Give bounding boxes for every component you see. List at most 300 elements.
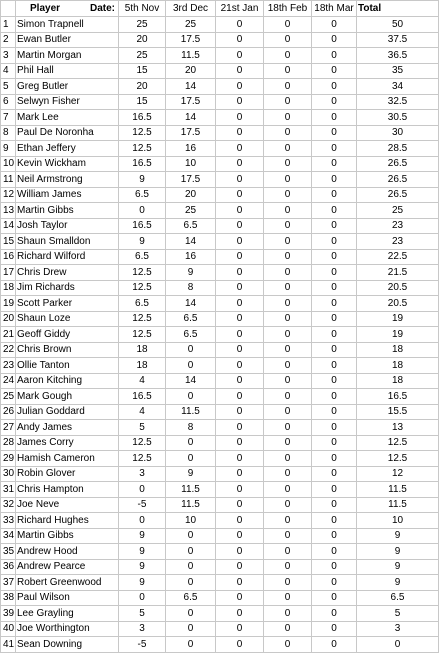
score-3rd-dec: 8: [166, 280, 216, 296]
score-3rd-dec: 6.5: [166, 327, 216, 343]
score-21st-jan: 0: [216, 590, 264, 606]
row-number: 13: [1, 203, 16, 219]
date-label: Date:: [89, 3, 115, 14]
score-3rd-dec: 17.5: [166, 94, 216, 110]
row-number: 38: [1, 590, 16, 606]
player-name: Lee Grayling: [16, 606, 119, 622]
score-18th-mar: 0: [312, 48, 357, 64]
table-row: [1, 435, 439, 451]
table-row: [1, 32, 439, 48]
total-score: 12.5: [357, 435, 439, 451]
player-name: Paul Wilson: [16, 590, 119, 606]
row-number: 41: [1, 637, 16, 653]
score-21st-jan: 0: [216, 79, 264, 95]
score-3rd-dec: 14: [166, 79, 216, 95]
total-score: 26.5: [357, 156, 439, 172]
score-18th-mar: 0: [312, 497, 357, 513]
row-number: 6: [1, 94, 16, 110]
score-3rd-dec: 6.5: [166, 590, 216, 606]
score-18th-mar: 0: [312, 296, 357, 312]
score-18th-mar: 0: [312, 466, 357, 482]
score-18th-feb: 0: [264, 17, 312, 33]
score-5th-nov: 9: [119, 575, 166, 591]
score-3rd-dec: 20: [166, 187, 216, 203]
player-name: Josh Taylor: [16, 218, 119, 234]
table-row: [1, 559, 439, 575]
table-row: [1, 389, 439, 405]
score-3rd-dec: 25: [166, 203, 216, 219]
table-row: [1, 94, 439, 110]
row-number: 24: [1, 373, 16, 389]
score-3rd-dec: 11.5: [166, 48, 216, 64]
score-21st-jan: 0: [216, 63, 264, 79]
total-score: 9: [357, 528, 439, 544]
score-3rd-dec: 25: [166, 17, 216, 33]
score-21st-jan: 0: [216, 606, 264, 622]
score-5th-nov: 16.5: [119, 110, 166, 126]
score-5th-nov: 20: [119, 79, 166, 95]
score-21st-jan: 0: [216, 265, 264, 281]
score-18th-feb: 0: [264, 389, 312, 405]
score-5th-nov: 4: [119, 373, 166, 389]
score-18th-feb: 0: [264, 94, 312, 110]
row-number: 25: [1, 389, 16, 405]
score-18th-mar: 0: [312, 482, 357, 498]
score-5th-nov: 5: [119, 420, 166, 436]
score-3rd-dec: 16: [166, 141, 216, 157]
score-21st-jan: 0: [216, 234, 264, 250]
score-18th-mar: 0: [312, 327, 357, 343]
score-5th-nov: 16.5: [119, 156, 166, 172]
score-5th-nov: 9: [119, 172, 166, 188]
score-21st-jan: 0: [216, 156, 264, 172]
score-18th-feb: 0: [264, 265, 312, 281]
table-row: [1, 528, 439, 544]
score-18th-feb: 0: [264, 172, 312, 188]
row-number: 27: [1, 420, 16, 436]
score-5th-nov: 12.5: [119, 451, 166, 467]
player-name: Martin Gibbs: [16, 528, 119, 544]
score-21st-jan: 0: [216, 513, 264, 529]
table-row: [1, 156, 439, 172]
score-18th-feb: 0: [264, 327, 312, 343]
date-col-4: 18th Feb: [264, 1, 312, 17]
player-name: Robin Glover: [16, 466, 119, 482]
score-5th-nov: 25: [119, 48, 166, 64]
score-18th-feb: 0: [264, 296, 312, 312]
score-21st-jan: 0: [216, 17, 264, 33]
score-3rd-dec: 0: [166, 528, 216, 544]
score-21st-jan: 0: [216, 203, 264, 219]
player-name: Richard Wilford: [16, 249, 119, 265]
score-3rd-dec: 0: [166, 559, 216, 575]
total-score: 22.5: [357, 249, 439, 265]
score-21st-jan: 0: [216, 125, 264, 141]
total-score: 13: [357, 420, 439, 436]
table-row: [1, 404, 439, 420]
total-score: 36.5: [357, 48, 439, 64]
score-21st-jan: 0: [216, 637, 264, 653]
score-5th-nov: 15: [119, 63, 166, 79]
score-5th-nov: 0: [119, 513, 166, 529]
score-18th-mar: 0: [312, 125, 357, 141]
table-row: [1, 637, 439, 653]
total-score: 11.5: [357, 497, 439, 513]
score-5th-nov: 20: [119, 32, 166, 48]
score-18th-mar: 0: [312, 606, 357, 622]
row-number: 39: [1, 606, 16, 622]
score-18th-mar: 0: [312, 280, 357, 296]
score-18th-feb: 0: [264, 482, 312, 498]
row-number: 30: [1, 466, 16, 482]
score-3rd-dec: 0: [166, 606, 216, 622]
table-row: [1, 544, 439, 560]
player-name: Geoff Giddy: [16, 327, 119, 343]
table-row: [1, 311, 439, 327]
total-score: 32.5: [357, 94, 439, 110]
row-number: 17: [1, 265, 16, 281]
score-5th-nov: 12.5: [119, 311, 166, 327]
score-21st-jan: 0: [216, 249, 264, 265]
score-18th-mar: 0: [312, 559, 357, 575]
score-18th-feb: 0: [264, 606, 312, 622]
total-score: 26.5: [357, 172, 439, 188]
player-name: Aaron Kitching: [16, 373, 119, 389]
score-18th-mar: 0: [312, 203, 357, 219]
score-18th-mar: 0: [312, 141, 357, 157]
score-5th-nov: 12.5: [119, 435, 166, 451]
player-name: Paul De Noronha: [16, 125, 119, 141]
total-score: 23: [357, 234, 439, 250]
table-row: [1, 280, 439, 296]
score-18th-mar: 0: [312, 528, 357, 544]
table-row: [1, 234, 439, 250]
score-3rd-dec: 10: [166, 513, 216, 529]
player-name: Martin Morgan: [16, 48, 119, 64]
score-18th-mar: 0: [312, 435, 357, 451]
row-number: 32: [1, 497, 16, 513]
player-name: Mark Gough: [16, 389, 119, 405]
player-name: Shaun Smalldon: [16, 234, 119, 250]
score-3rd-dec: 0: [166, 358, 216, 374]
player-name: Ollie Tanton: [16, 358, 119, 374]
score-21st-jan: 0: [216, 575, 264, 591]
score-18th-feb: 0: [264, 420, 312, 436]
score-5th-nov: 4: [119, 404, 166, 420]
score-18th-feb: 0: [264, 435, 312, 451]
score-18th-mar: 0: [312, 420, 357, 436]
score-21st-jan: 0: [216, 342, 264, 358]
table-row: [1, 265, 439, 281]
table-row: [1, 621, 439, 637]
table-row: [1, 606, 439, 622]
total-score: 25: [357, 203, 439, 219]
row-number: 15: [1, 234, 16, 250]
date-col-3: 21st Jan: [216, 1, 264, 17]
score-18th-feb: 0: [264, 451, 312, 467]
score-18th-feb: 0: [264, 187, 312, 203]
player-name: James Corry: [16, 435, 119, 451]
score-18th-mar: 0: [312, 234, 357, 250]
date-col-2: 3rd Dec: [166, 1, 216, 17]
score-21st-jan: 0: [216, 280, 264, 296]
player-name: Andrew Hood: [16, 544, 119, 560]
player-name: Mark Lee: [16, 110, 119, 126]
score-5th-nov: 12.5: [119, 265, 166, 281]
score-5th-nov: 5: [119, 606, 166, 622]
table-row: [1, 513, 439, 529]
score-18th-mar: 0: [312, 389, 357, 405]
player-name: Ewan Butler: [16, 32, 119, 48]
score-21st-jan: 0: [216, 389, 264, 405]
row-number: 37: [1, 575, 16, 591]
score-3rd-dec: 17.5: [166, 125, 216, 141]
total-score: 19: [357, 327, 439, 343]
score-5th-nov: -5: [119, 637, 166, 653]
score-21st-jan: 0: [216, 296, 264, 312]
row-number: 36: [1, 559, 16, 575]
total-score: 5: [357, 606, 439, 622]
row-number: 28: [1, 435, 16, 451]
row-number: 4: [1, 63, 16, 79]
total-score: 18: [357, 358, 439, 374]
score-18th-feb: 0: [264, 528, 312, 544]
row-number: 34: [1, 528, 16, 544]
score-18th-feb: 0: [264, 404, 312, 420]
score-18th-feb: 0: [264, 63, 312, 79]
score-21st-jan: 0: [216, 94, 264, 110]
table-row: [1, 63, 439, 79]
score-21st-jan: 0: [216, 404, 264, 420]
score-3rd-dec: 10: [166, 156, 216, 172]
score-21st-jan: 0: [216, 451, 264, 467]
row-number: 5: [1, 79, 16, 95]
row-number: 16: [1, 249, 16, 265]
player-name: Hamish Cameron: [16, 451, 119, 467]
player-name: Greg Butler: [16, 79, 119, 95]
player-name: Simon Trapnell: [16, 17, 119, 33]
row-number: 2: [1, 32, 16, 48]
score-3rd-dec: 0: [166, 621, 216, 637]
score-21st-jan: 0: [216, 32, 264, 48]
total-score: 9: [357, 575, 439, 591]
total-score: 0: [357, 637, 439, 653]
score-18th-feb: 0: [264, 110, 312, 126]
score-21st-jan: 0: [216, 187, 264, 203]
score-18th-feb: 0: [264, 342, 312, 358]
total-score: 20.5: [357, 296, 439, 312]
total-score: 12.5: [357, 451, 439, 467]
table-row: [1, 451, 439, 467]
score-18th-feb: 0: [264, 358, 312, 374]
total-score: 9: [357, 559, 439, 575]
score-5th-nov: 25: [119, 17, 166, 33]
score-18th-mar: 0: [312, 621, 357, 637]
row-number: 18: [1, 280, 16, 296]
score-18th-mar: 0: [312, 94, 357, 110]
score-18th-mar: 0: [312, 637, 357, 653]
table-row: [1, 249, 439, 265]
score-21st-jan: 0: [216, 48, 264, 64]
score-3rd-dec: 11.5: [166, 404, 216, 420]
score-18th-feb: 0: [264, 32, 312, 48]
date-col-1: 5th Nov: [119, 1, 166, 17]
table-row: [1, 172, 439, 188]
score-18th-feb: 0: [264, 575, 312, 591]
score-18th-feb: 0: [264, 249, 312, 265]
score-18th-feb: 0: [264, 513, 312, 529]
score-18th-mar: 0: [312, 311, 357, 327]
table-row: [1, 125, 439, 141]
score-5th-nov: 12.5: [119, 280, 166, 296]
score-18th-mar: 0: [312, 63, 357, 79]
table-row: [1, 48, 439, 64]
table-row: [1, 327, 439, 343]
score-21st-jan: 0: [216, 311, 264, 327]
score-5th-nov: 16.5: [119, 389, 166, 405]
score-21st-jan: 0: [216, 358, 264, 374]
player-name: Chris Drew: [16, 265, 119, 281]
total-score: 9: [357, 544, 439, 560]
player-label: Player: [30, 3, 61, 14]
total-score: 6.5: [357, 590, 439, 606]
player-name: Martin Gibbs: [16, 203, 119, 219]
score-21st-jan: 0: [216, 420, 264, 436]
score-18th-mar: 0: [312, 32, 357, 48]
row-number: 35: [1, 544, 16, 560]
table-row: [1, 466, 439, 482]
total-score: 10: [357, 513, 439, 529]
player-name: Chris Hampton: [16, 482, 119, 498]
score-18th-feb: 0: [264, 373, 312, 389]
row-number: 21: [1, 327, 16, 343]
row-number: 40: [1, 621, 16, 637]
player-name: Andy James: [16, 420, 119, 436]
score-18th-mar: 0: [312, 156, 357, 172]
score-5th-nov: 6.5: [119, 296, 166, 312]
player-name: Jim Richards: [16, 280, 119, 296]
player-name: Richard Hughes: [16, 513, 119, 529]
row-number: 33: [1, 513, 16, 529]
total-score: 30: [357, 125, 439, 141]
row-number: 19: [1, 296, 16, 312]
score-18th-mar: 0: [312, 17, 357, 33]
table-row: [1, 482, 439, 498]
score-5th-nov: 6.5: [119, 187, 166, 203]
player-name: Robert Greenwood: [16, 575, 119, 591]
score-18th-feb: 0: [264, 497, 312, 513]
score-3rd-dec: 11.5: [166, 482, 216, 498]
total-score: 15.5: [357, 404, 439, 420]
score-21st-jan: 0: [216, 327, 264, 343]
score-3rd-dec: 9: [166, 466, 216, 482]
score-5th-nov: 18: [119, 358, 166, 374]
score-3rd-dec: 0: [166, 451, 216, 467]
score-18th-feb: 0: [264, 48, 312, 64]
score-5th-nov: 9: [119, 544, 166, 560]
table-row: [1, 17, 439, 33]
score-21st-jan: 0: [216, 559, 264, 575]
total-score: 30.5: [357, 110, 439, 126]
score-5th-nov: 0: [119, 590, 166, 606]
total-score: 26.5: [357, 187, 439, 203]
player-name: Kevin Wickham: [16, 156, 119, 172]
player-name: Phil Hall: [16, 63, 119, 79]
score-5th-nov: 3: [119, 621, 166, 637]
table-row: [1, 296, 439, 312]
table-row: [1, 590, 439, 606]
score-21st-jan: 0: [216, 482, 264, 498]
table-row: [1, 141, 439, 157]
score-18th-feb: 0: [264, 280, 312, 296]
score-3rd-dec: 20: [166, 63, 216, 79]
score-21st-jan: 0: [216, 373, 264, 389]
score-21st-jan: 0: [216, 435, 264, 451]
score-3rd-dec: 0: [166, 637, 216, 653]
header-row: [1, 1, 439, 17]
score-3rd-dec: 17.5: [166, 172, 216, 188]
score-18th-feb: 0: [264, 466, 312, 482]
score-21st-jan: 0: [216, 466, 264, 482]
score-3rd-dec: 9: [166, 265, 216, 281]
score-5th-nov: 6.5: [119, 249, 166, 265]
score-5th-nov: 3: [119, 466, 166, 482]
score-3rd-dec: 0: [166, 389, 216, 405]
score-18th-mar: 0: [312, 373, 357, 389]
row-number: 31: [1, 482, 16, 498]
score-5th-nov: 15: [119, 94, 166, 110]
score-3rd-dec: 11.5: [166, 497, 216, 513]
score-3rd-dec: 6.5: [166, 311, 216, 327]
corner-cell: [1, 1, 16, 17]
score-18th-mar: 0: [312, 358, 357, 374]
row-number: 22: [1, 342, 16, 358]
score-3rd-dec: 14: [166, 110, 216, 126]
score-18th-mar: 0: [312, 342, 357, 358]
score-18th-feb: 0: [264, 203, 312, 219]
score-3rd-dec: 14: [166, 234, 216, 250]
score-3rd-dec: 0: [166, 435, 216, 451]
table-row: [1, 575, 439, 591]
total-score: 28.5: [357, 141, 439, 157]
score-3rd-dec: 0: [166, 544, 216, 560]
score-18th-mar: 0: [312, 249, 357, 265]
score-5th-nov: 12.5: [119, 141, 166, 157]
table-row: [1, 358, 439, 374]
score-5th-nov: -5: [119, 497, 166, 513]
player-name: Selwyn Fisher: [16, 94, 119, 110]
score-21st-jan: 0: [216, 544, 264, 560]
row-number: 26: [1, 404, 16, 420]
table-row: [1, 187, 439, 203]
score-3rd-dec: 17.5: [166, 32, 216, 48]
row-number: 10: [1, 156, 16, 172]
player-name: Sean Downing: [16, 637, 119, 653]
score-18th-mar: 0: [312, 575, 357, 591]
total-score: 11.5: [357, 482, 439, 498]
player-name: Julian Goddard: [16, 404, 119, 420]
score-18th-feb: 0: [264, 559, 312, 575]
row-number: 29: [1, 451, 16, 467]
score-18th-mar: 0: [312, 265, 357, 281]
table-row: [1, 203, 439, 219]
player-name: Scott Parker: [16, 296, 119, 312]
score-18th-mar: 0: [312, 404, 357, 420]
score-5th-nov: 12.5: [119, 125, 166, 141]
score-3rd-dec: 0: [166, 575, 216, 591]
table-row: [1, 110, 439, 126]
score-3rd-dec: 0: [166, 342, 216, 358]
